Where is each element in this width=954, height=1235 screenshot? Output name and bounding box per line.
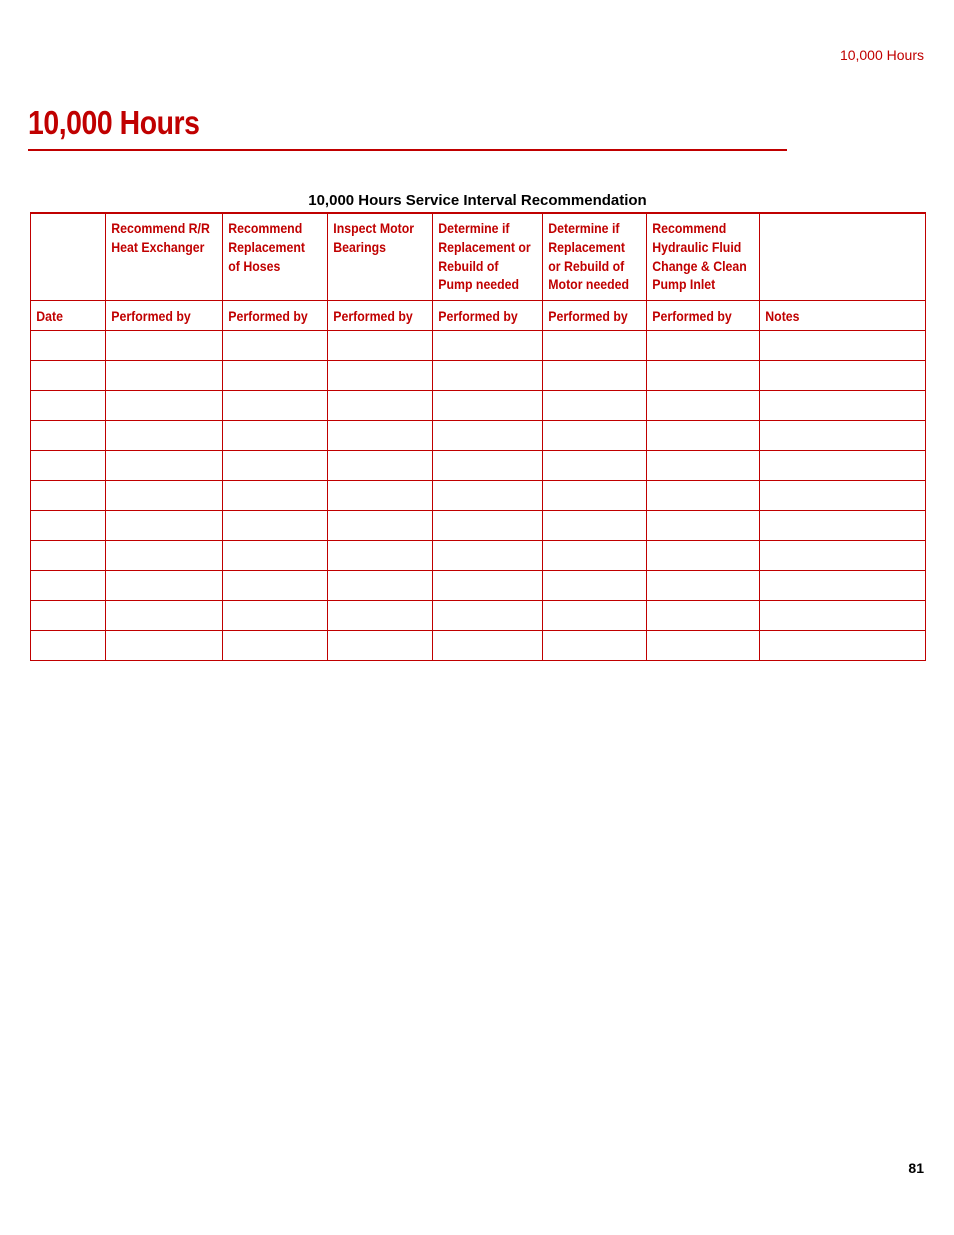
table-cell[interactable] <box>760 361 926 391</box>
table-cell[interactable] <box>328 391 433 421</box>
table-cell[interactable] <box>647 361 760 391</box>
table-cell[interactable] <box>31 601 106 631</box>
table-cell[interactable] <box>106 421 223 451</box>
header-line: Replacement or <box>438 238 531 255</box>
header-line: Heat Exchanger <box>111 238 205 255</box>
table-cell[interactable] <box>31 571 106 601</box>
table-cell[interactable] <box>31 421 106 451</box>
table-cell[interactable] <box>647 391 760 421</box>
table-cell[interactable] <box>328 601 433 631</box>
header-line: Recommend R/R <box>111 220 210 236</box>
table-cell[interactable] <box>433 331 543 361</box>
table-row <box>31 451 926 481</box>
table-cell[interactable] <box>223 361 328 391</box>
table-cell[interactable] <box>543 571 647 601</box>
table-cell[interactable] <box>647 451 760 481</box>
header-line: Pump Inlet <box>652 276 716 293</box>
table-cell[interactable] <box>31 481 106 511</box>
table-cell[interactable] <box>543 481 647 511</box>
table-cell[interactable] <box>31 451 106 481</box>
table-row <box>31 421 926 451</box>
table-cell[interactable] <box>31 331 106 361</box>
table-cell[interactable] <box>647 631 760 661</box>
table-cell[interactable] <box>543 511 647 541</box>
table-cell[interactable] <box>223 451 328 481</box>
table-cell[interactable] <box>31 631 106 661</box>
header-line: Determine if <box>438 220 510 236</box>
table-cell[interactable] <box>760 451 926 481</box>
table-cell[interactable] <box>433 511 543 541</box>
task-header-cell <box>223 213 328 301</box>
table-row <box>31 511 926 541</box>
table-cell[interactable] <box>543 451 647 481</box>
header-line: Motor needed <box>548 276 630 293</box>
header-line: Inspect Motor <box>333 220 415 236</box>
column-label-performed-by: Performed by <box>106 301 223 331</box>
column-label-performed-by: Performed by <box>223 301 328 331</box>
table-cell[interactable] <box>106 511 223 541</box>
table-cell[interactable] <box>223 421 328 451</box>
table-cell[interactable] <box>328 361 433 391</box>
table-cell[interactable] <box>328 631 433 661</box>
table-row <box>31 631 926 661</box>
header-line: Hydraulic Fluid <box>652 238 742 255</box>
table-cell[interactable] <box>223 541 328 571</box>
column-label-performed-by: Performed by <box>647 301 760 331</box>
table-row <box>31 601 926 631</box>
table-cell[interactable] <box>543 601 647 631</box>
header-line: Determine if <box>548 220 620 236</box>
table-cell[interactable] <box>760 481 926 511</box>
table-cell[interactable] <box>223 331 328 361</box>
header-line: Bearings <box>333 238 387 255</box>
table-cell[interactable] <box>647 421 760 451</box>
table-cell[interactable] <box>328 541 433 571</box>
task-header-row <box>31 213 926 301</box>
task-header-cell <box>433 213 543 301</box>
header-line: Pump needed <box>438 276 520 293</box>
table-cell[interactable] <box>760 631 926 661</box>
table-cell[interactable] <box>106 451 223 481</box>
header-line: Replacement <box>548 238 625 255</box>
table-cell[interactable] <box>223 391 328 421</box>
table-row <box>31 361 926 391</box>
table-cell[interactable] <box>31 361 106 391</box>
table-cell[interactable] <box>106 541 223 571</box>
table-cell[interactable] <box>223 481 328 511</box>
column-label-date: Date <box>31 301 106 331</box>
table-cell[interactable] <box>31 391 106 421</box>
table-cell[interactable] <box>328 481 433 511</box>
table-cell[interactable] <box>647 601 760 631</box>
task-header-cell <box>31 213 106 301</box>
table-cell[interactable] <box>543 631 647 661</box>
header-line: Change & Clean <box>652 257 747 274</box>
table-cell[interactable] <box>328 421 433 451</box>
table-cell[interactable] <box>223 571 328 601</box>
table-cell[interactable] <box>543 331 647 361</box>
task-header-cell <box>760 213 926 301</box>
table-cell[interactable] <box>760 331 926 361</box>
table-cell[interactable] <box>433 361 543 391</box>
table-cell[interactable] <box>223 631 328 661</box>
table-cell[interactable] <box>31 541 106 571</box>
service-interval-table <box>30 212 926 661</box>
table-cell[interactable] <box>433 421 543 451</box>
table-cell[interactable] <box>433 481 543 511</box>
table-cell[interactable] <box>543 541 647 571</box>
task-header-cell <box>106 213 223 301</box>
table-cell[interactable] <box>647 571 760 601</box>
table-cell[interactable] <box>106 331 223 361</box>
table-cell[interactable] <box>31 511 106 541</box>
table-cell[interactable] <box>433 631 543 661</box>
table-cell[interactable] <box>106 571 223 601</box>
table-cell[interactable] <box>433 391 543 421</box>
table-cell[interactable] <box>760 571 926 601</box>
table-cell[interactable] <box>760 541 926 571</box>
table-cell[interactable] <box>433 541 543 571</box>
table-cell[interactable] <box>543 391 647 421</box>
table-cell[interactable] <box>328 571 433 601</box>
table-cell[interactable] <box>328 511 433 541</box>
task-header-cell <box>543 213 647 301</box>
table-cell[interactable] <box>223 601 328 631</box>
table-cell[interactable] <box>760 511 926 541</box>
header-line: Replacement <box>228 238 305 255</box>
table-cell[interactable] <box>647 511 760 541</box>
table-row <box>31 541 926 571</box>
table-caption: 10,000 Hours Service Interval Recommendation <box>308 192 647 209</box>
header-line: of Hoses <box>228 257 281 274</box>
header-line: Recommend <box>652 220 727 236</box>
task-header-cell <box>328 213 433 301</box>
table-cell[interactable] <box>433 451 543 481</box>
page-title: 10,000 Hours <box>28 104 200 141</box>
header-line: or Rebuild of <box>548 257 625 274</box>
task-header-cell <box>647 213 760 301</box>
table-cell[interactable] <box>106 631 223 661</box>
table-cell[interactable] <box>106 361 223 391</box>
table-cell[interactable] <box>647 541 760 571</box>
column-label-performed-by: Performed by <box>433 301 543 331</box>
title-divider <box>28 149 787 151</box>
running-header: 10,000 Hours <box>839 47 924 63</box>
column-label-notes: Notes <box>760 301 926 331</box>
table-cell[interactable] <box>543 361 647 391</box>
table-cell[interactable] <box>760 391 926 421</box>
table-cell[interactable] <box>433 571 543 601</box>
table-row <box>31 571 926 601</box>
column-label-performed-by: Performed by <box>543 301 647 331</box>
table-row <box>31 391 926 421</box>
table-cell[interactable] <box>328 331 433 361</box>
table-cell[interactable] <box>760 421 926 451</box>
table-row <box>31 481 926 511</box>
column-label-performed-by: Performed by <box>328 301 433 331</box>
page-number: 81 <box>908 1160 924 1176</box>
table-cell[interactable] <box>223 511 328 541</box>
table-cell[interactable] <box>106 601 223 631</box>
table-cell[interactable] <box>647 331 760 361</box>
table-cell[interactable] <box>647 481 760 511</box>
table-cell[interactable] <box>106 391 223 421</box>
column-label-row <box>31 301 926 331</box>
table-cell[interactable] <box>543 421 647 451</box>
header-line: Recommend <box>228 220 303 236</box>
table-cell[interactable] <box>433 601 543 631</box>
table-row <box>31 331 926 361</box>
table-cell[interactable] <box>760 601 926 631</box>
table-cell[interactable] <box>328 451 433 481</box>
table-cell[interactable] <box>106 481 223 511</box>
header-line: Rebuild of <box>438 257 499 274</box>
